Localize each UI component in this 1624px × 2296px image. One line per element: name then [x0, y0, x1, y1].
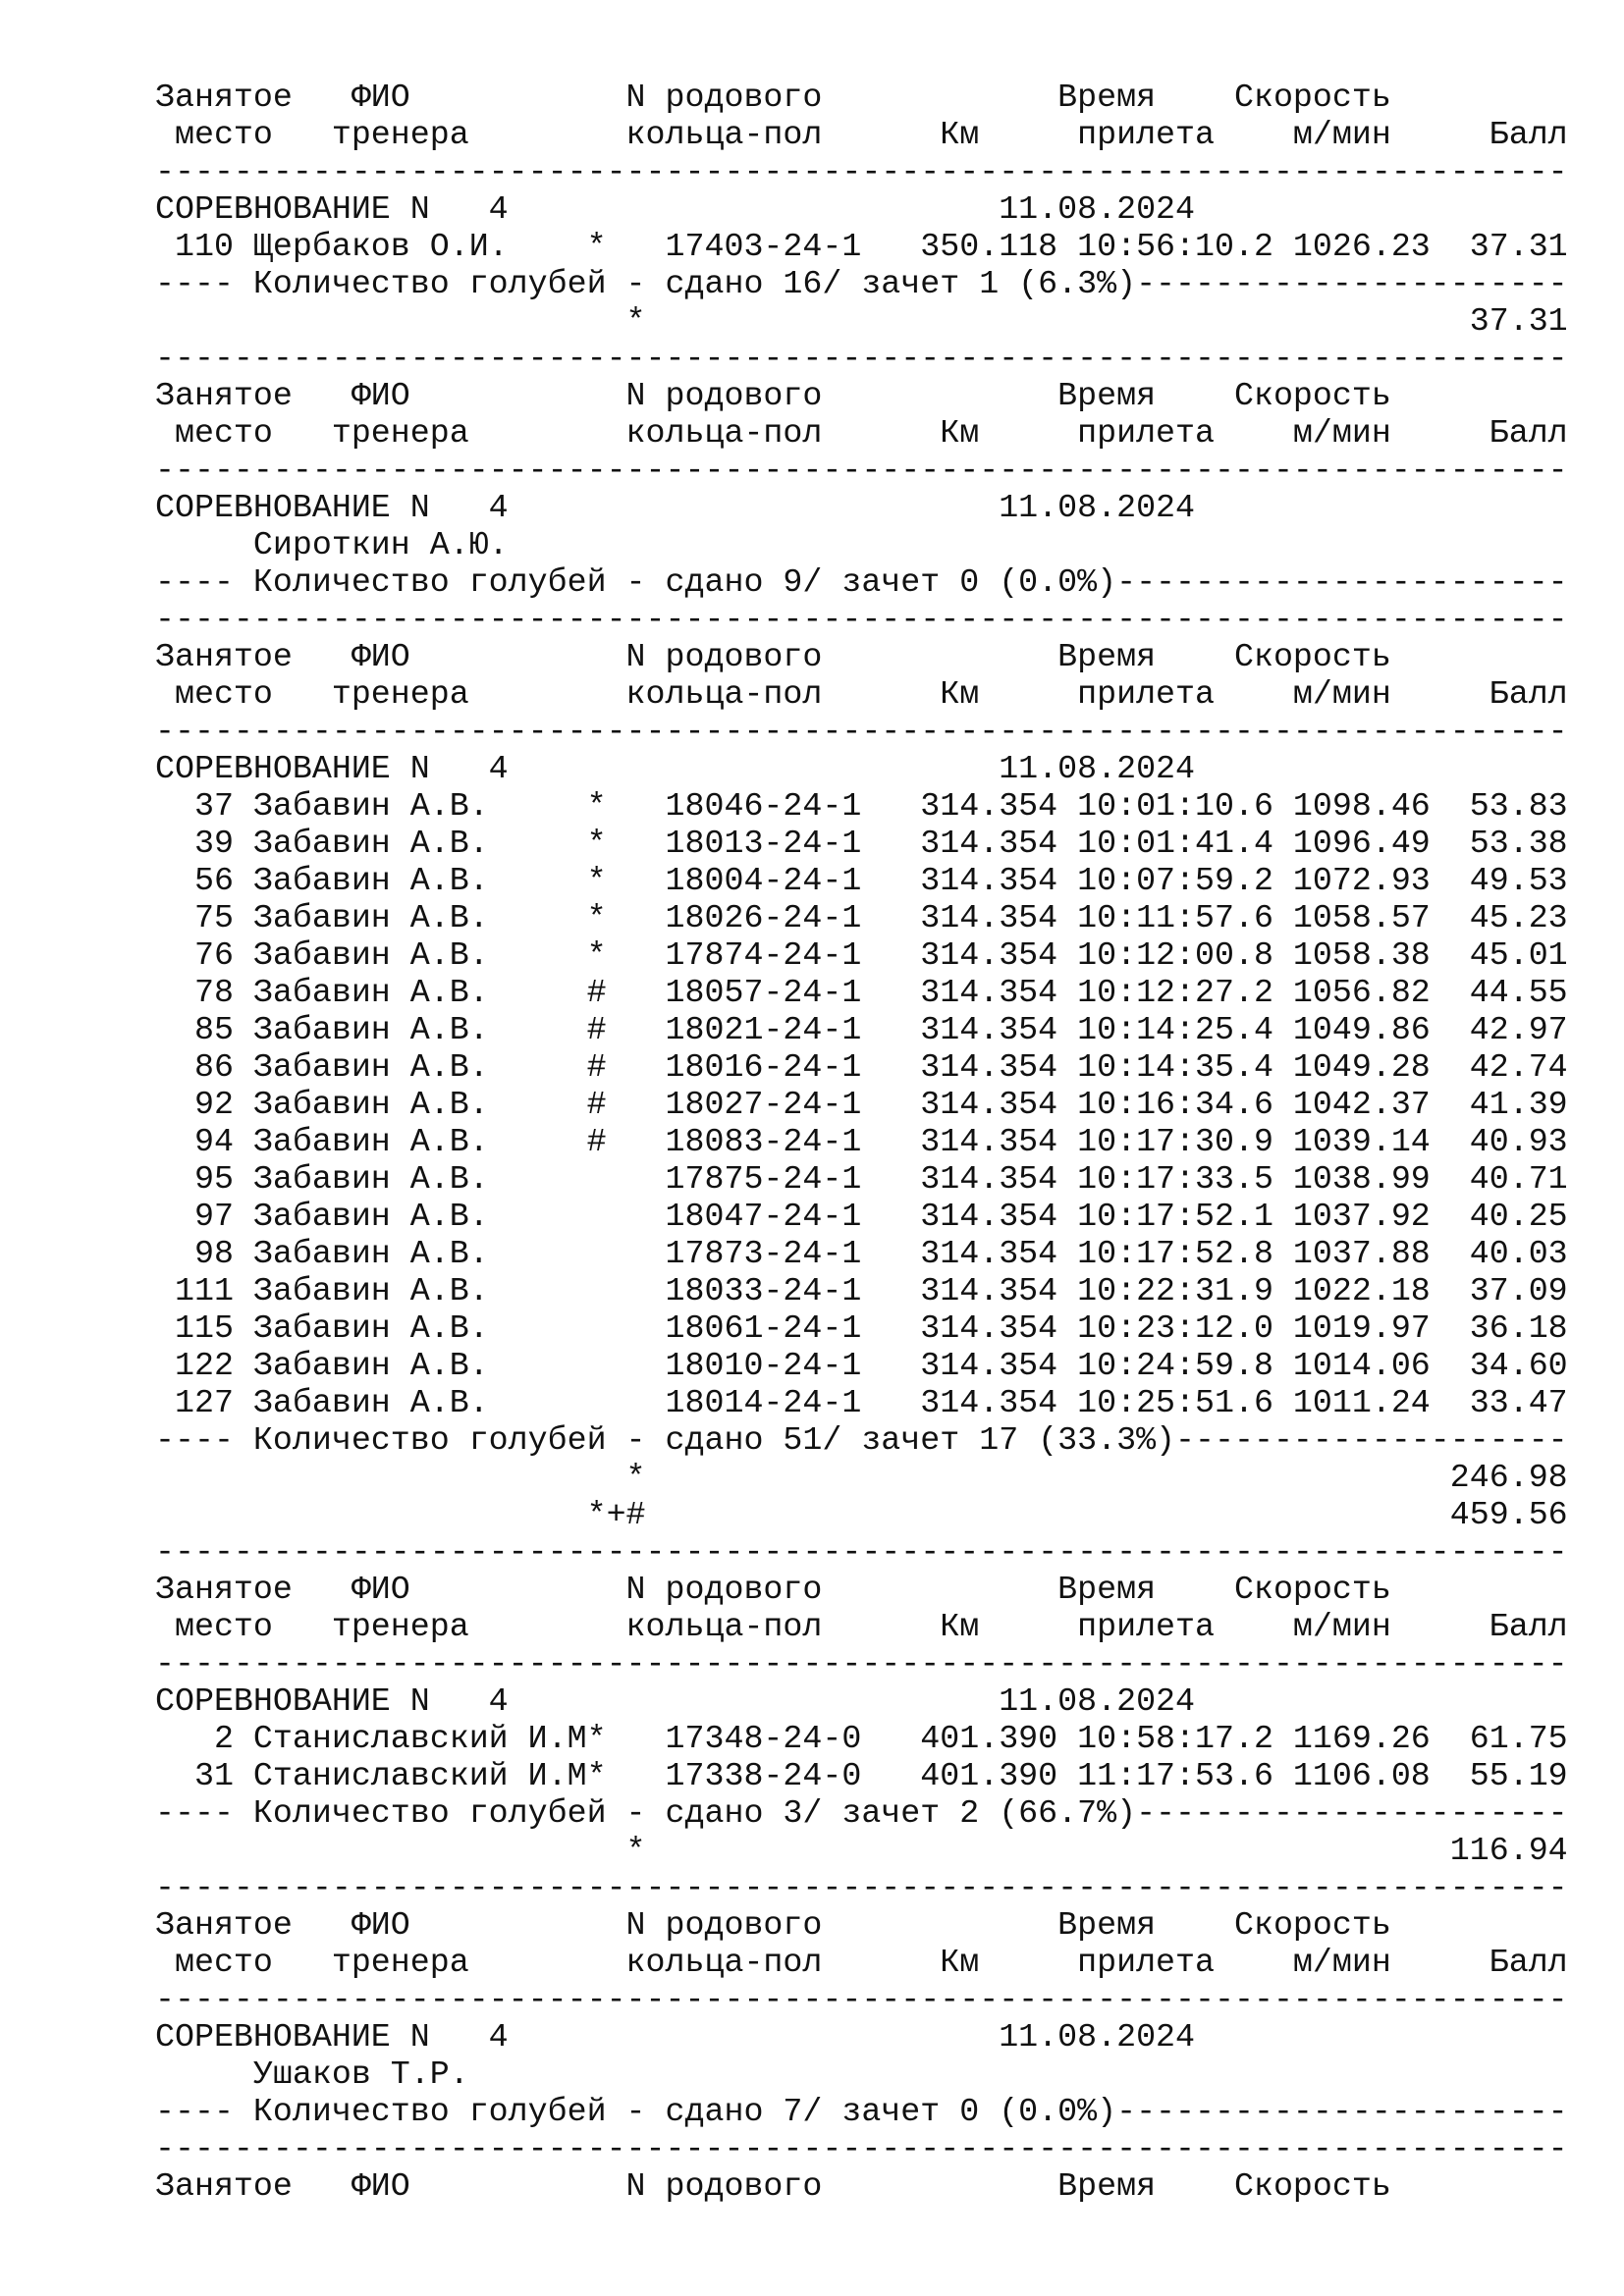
column-header-line: место тренера кольца-пол Км прилета м/мин Балл [155, 414, 1568, 452]
separator-line: ------------------------------------------------------------------------ [155, 713, 1568, 750]
column-header-line: место тренера кольца-пол Км прилета м/мин Балл [155, 675, 1568, 713]
separator-line: ------------------------------------------------------------------------ [155, 1981, 1568, 2018]
competition-header-line: СОРЕВНОВАНИЕ N 4 11.08.2024 [155, 1682, 1196, 1720]
total-score-line: * 37.31 [155, 302, 1568, 340]
result-row: 75 Забавин А.В. * 18026-24-1 314.354 10:11:57.6 1058.57 45.23 [155, 899, 1568, 936]
summary-line: ---- Количество голубей - сдано 3/ зачет 2 (66.7%)---------------------- [155, 1794, 1568, 1832]
result-row: 76 Забавин А.В. * 17874-24-1 314.354 10:12:00.8 1058.38 45.01 [155, 936, 1568, 974]
competition-header-line: СОРЕВНОВАНИЕ N 4 11.08.2024 [155, 2018, 1196, 2056]
result-row: 37 Забавин А.В. * 18046-24-1 314.354 10:01:10.6 1098.46 53.83 [155, 787, 1568, 825]
result-row: 98 Забавин А.В. 17873-24-1 314.354 10:17:52.8 1037.88 40.03 [155, 1235, 1568, 1272]
separator-line: ------------------------------------------------------------------------ [155, 452, 1568, 489]
result-row: 56 Забавин А.В. * 18004-24-1 314.354 10:07:59.2 1072.93 49.53 [155, 862, 1568, 899]
trainer-name-line: Сироткин А.Ю. [155, 526, 509, 563]
result-row: 127 Забавин А.В. 18014-24-1 314.354 10:25:51.6 1011.24 33.47 [155, 1384, 1568, 1421]
result-row: 110 Щербаков О.И. * 17403-24-1 350.118 10:56:10.2 1026.23 37.31 [155, 228, 1568, 265]
summary-line: ---- Количество голубей - сдано 9/ зачет 0 (0.0%)----------------------- [155, 563, 1568, 601]
result-row: 31 Станиславский И.М* 17338-24-0 401.390 11:17:53.6 1106.08 55.19 [155, 1757, 1568, 1794]
column-header-line: Занятое ФИО N родового Время Скорость [155, 2167, 1391, 2205]
total-score-line: *+# 459.56 [155, 1496, 1568, 1533]
column-header-line: Занятое ФИО N родового Время Скорость [155, 638, 1391, 675]
result-row: 39 Забавин А.В. * 18013-24-1 314.354 10:01:41.4 1096.49 53.38 [155, 825, 1568, 862]
result-row: 92 Забавин А.В. # 18027-24-1 314.354 10:16:34.6 1042.37 41.39 [155, 1086, 1568, 1123]
result-row: 2 Станиславский И.М* 17348-24-0 401.390 10:58:17.2 1169.26 61.75 [155, 1720, 1568, 1757]
race-results-report [155, 79, 1568, 2205]
column-header-line: Занятое ФИО N родового Время Скорость [155, 377, 1391, 414]
summary-line: ---- Количество голубей - сдано 7/ зачет 0 (0.0%)----------------------- [155, 2093, 1568, 2130]
separator-line: ------------------------------------------------------------------------ [155, 340, 1568, 377]
result-row: 122 Забавин А.В. 18010-24-1 314.354 10:24:59.8 1014.06 34.60 [155, 1347, 1568, 1384]
column-header-line: место тренера кольца-пол Км прилета м/мин Балл [155, 1608, 1568, 1645]
column-header-line: место тренера кольца-пол Км прилета м/мин Балл [155, 116, 1568, 153]
separator-line: ------------------------------------------------------------------------ [155, 1645, 1568, 1682]
result-row: 95 Забавин А.В. 17875-24-1 314.354 10:17:33.5 1038.99 40.71 [155, 1160, 1568, 1198]
separator-line: ------------------------------------------------------------------------ [155, 1533, 1568, 1571]
total-score-line: * 246.98 [155, 1459, 1568, 1496]
column-header-line: место тренера кольца-пол Км прилета м/мин Балл [155, 1944, 1568, 1981]
summary-line: ---- Количество голубей - сдано 51/ зачет 17 (33.3%)-------------------- [155, 1421, 1568, 1459]
column-header-line: Занятое ФИО N родового Время Скорость [155, 1906, 1391, 1944]
separator-line: ------------------------------------------------------------------------ [155, 601, 1568, 638]
column-header-line: Занятое ФИО N родового Время Скорость [155, 79, 1391, 116]
result-row: 115 Забавин А.В. 18061-24-1 314.354 10:23:12.0 1019.97 36.18 [155, 1309, 1568, 1347]
separator-line: ------------------------------------------------------------------------ [155, 1869, 1568, 1906]
result-row: 78 Забавин А.В. # 18057-24-1 314.354 10:12:27.2 1056.82 44.55 [155, 974, 1568, 1011]
competition-header-line: СОРЕВНОВАНИЕ N 4 11.08.2024 [155, 190, 1196, 228]
trainer-name-line: Ушаков Т.Р. [155, 2056, 469, 2093]
separator-line: ------------------------------------------------------------------------ [155, 2130, 1568, 2167]
result-row: 111 Забавин А.В. 18033-24-1 314.354 10:22:31.9 1022.18 37.09 [155, 1272, 1568, 1309]
result-row: 85 Забавин А.В. # 18021-24-1 314.354 10:14:25.4 1049.86 42.97 [155, 1011, 1568, 1048]
result-row: 97 Забавин А.В. 18047-24-1 314.354 10:17:52.1 1037.92 40.25 [155, 1198, 1568, 1235]
total-score-line: * 116.94 [155, 1832, 1568, 1869]
result-row: 86 Забавин А.В. # 18016-24-1 314.354 10:14:35.4 1049.28 42.74 [155, 1048, 1568, 1086]
competition-header-line: СОРЕВНОВАНИЕ N 4 11.08.2024 [155, 750, 1196, 787]
result-row: 94 Забавин А.В. # 18083-24-1 314.354 10:17:30.9 1039.14 40.93 [155, 1123, 1568, 1160]
separator-line: ------------------------------------------------------------------------ [155, 153, 1568, 190]
column-header-line: Занятое ФИО N родового Время Скорость [155, 1571, 1391, 1608]
competition-header-line: СОРЕВНОВАНИЕ N 4 11.08.2024 [155, 489, 1196, 526]
summary-line: ---- Количество голубей - сдано 16/ зачет 1 (6.3%)---------------------- [155, 265, 1568, 302]
